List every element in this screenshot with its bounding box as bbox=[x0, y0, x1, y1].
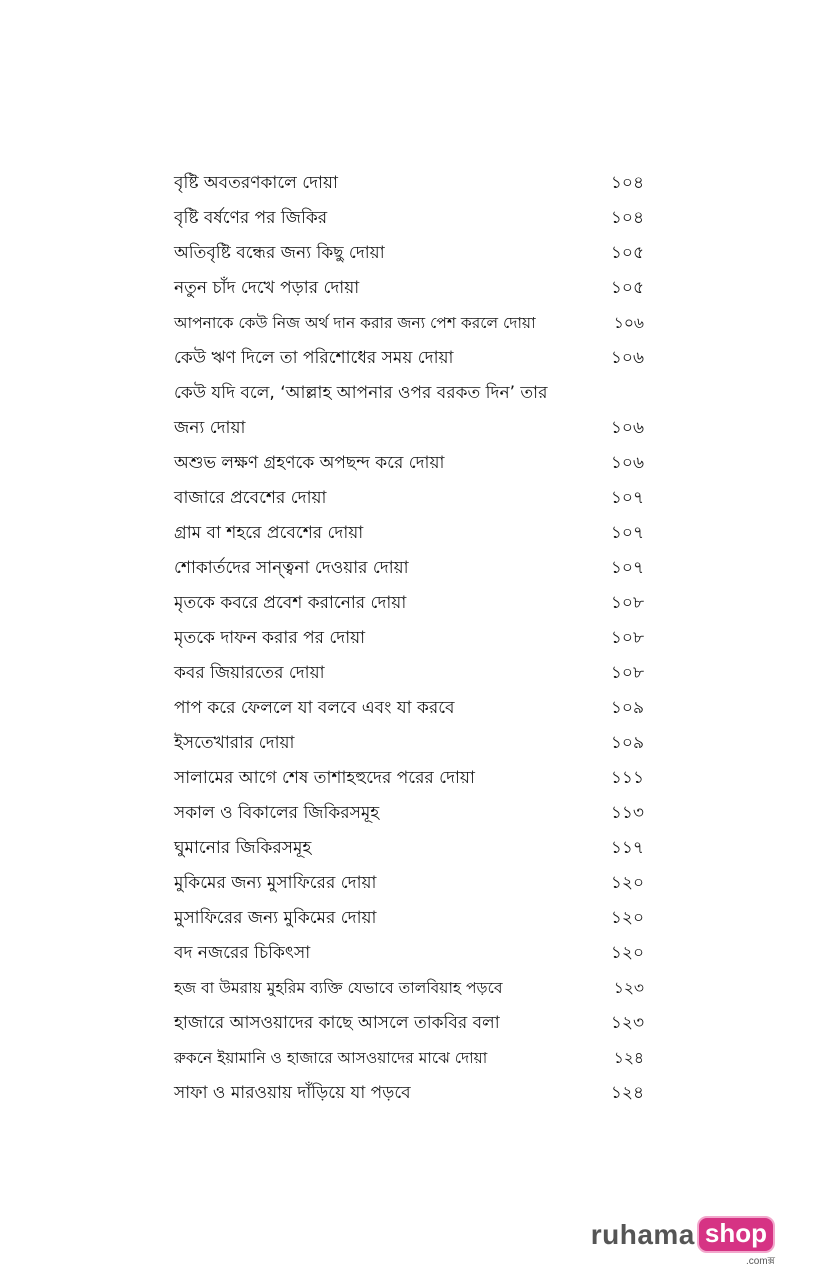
toc-entry-title: মুকিমের জন্য মুসাফিরের দোয়া bbox=[174, 873, 377, 893]
toc-entry-page: ১২০ bbox=[610, 943, 644, 963]
toc-entry bbox=[174, 516, 644, 551]
toc-entry bbox=[174, 236, 644, 271]
toc-entry bbox=[174, 1006, 644, 1041]
toc-entry bbox=[174, 691, 644, 726]
toc-entry-page: ১২৪ bbox=[610, 1083, 644, 1103]
toc-entry bbox=[174, 761, 644, 796]
toc-entry bbox=[174, 586, 644, 621]
toc-entry-title: সাফা ও মারওয়ায় দাঁড়িয়ে যা পড়বে bbox=[174, 1083, 411, 1103]
toc-entry-page: ১০৪ bbox=[610, 173, 644, 193]
toc-entry-title: বদ নজরের চিকিৎসা bbox=[174, 943, 311, 963]
toc-entry-title: ঘুমানোর জিকিরসমূহ bbox=[174, 838, 312, 858]
logo-com-text: .comক্স bbox=[745, 1256, 775, 1267]
toc-entry-title: মৃতকে দাফন করার পর দোয়া bbox=[174, 628, 366, 648]
toc-entry-title: মৃতকে কবরে প্রবেশ করানোর দোয়া bbox=[174, 593, 407, 613]
toc-entry-page: ১০৫ bbox=[610, 278, 644, 298]
toc-entry-title: হাজারে আসওয়াদের কাছে আসলে তাকবির বলা bbox=[174, 1013, 500, 1033]
toc-entry-page: ১১৩ bbox=[610, 803, 644, 823]
toc-entry-page: ১০৪ bbox=[610, 208, 644, 228]
toc-entry-page: ১২৩ bbox=[613, 979, 644, 997]
toc-entry-page: ১১১ bbox=[610, 768, 644, 788]
toc-entry bbox=[174, 831, 644, 866]
toc-entry-page: ১০৬ bbox=[613, 314, 644, 332]
toc-entry bbox=[174, 166, 644, 201]
toc-entry-title: শোকার্তদের সান্ত্বনা দেওয়ার দোয়া bbox=[174, 558, 409, 578]
toc-entry-page: ১২৩ bbox=[610, 1013, 644, 1033]
toc-entry-page: ১২৪ bbox=[613, 1049, 644, 1067]
toc-entry-title: আপনাকে কেউ নিজ অর্থ দান করার জন্য পেশ করলে দোয়া bbox=[174, 314, 536, 332]
toc-entry-page: ১১৭ bbox=[610, 838, 644, 858]
toc-entry-title: অতিবৃষ্টি বন্ধের জন্য কিছু দোয়া bbox=[174, 243, 385, 263]
toc-entry-page: ১২০ bbox=[610, 908, 644, 928]
toc-entry bbox=[174, 866, 644, 901]
toc-entry-title: সালামের আগে শেষ তাশাহহুদের পরের দোয়া bbox=[174, 768, 475, 788]
toc-entry-title: হজ বা উমরায় মুহরিম ব্যক্তি যেভাবে তালবিয়াহ পড়বে bbox=[174, 979, 503, 997]
toc-entry-title: বৃষ্টি বর্ষণের পর জিকির bbox=[174, 208, 328, 228]
toc-entry-title: কেউ যদি বলে, ‘আল্লাহ আপনার ওপর বরকত দিন’ তার জন্য দোয়া bbox=[174, 383, 548, 438]
toc-entry-title: ইসতেখারার দোয়া bbox=[174, 733, 295, 753]
toc-entry-title: বৃষ্টি অবতরণকালে দোয়া bbox=[174, 173, 338, 193]
toc-entry-page: ১২০ bbox=[610, 873, 644, 893]
toc-entry-title: কবর জিয়ারতের দোয়া bbox=[174, 663, 325, 683]
toc-entry-page: ১০৮ bbox=[610, 593, 644, 613]
toc-entry bbox=[174, 726, 644, 761]
toc-entry-page: ১০৯ bbox=[610, 698, 644, 718]
toc-entry-page: ১০৭ bbox=[610, 523, 644, 543]
toc-entry-title: বাজারে প্রবেশের দোয়া bbox=[174, 488, 327, 508]
toc-entry-page: ১০৮ bbox=[610, 628, 644, 648]
toc-entry bbox=[174, 376, 644, 446]
logo-shop-text: shop bbox=[697, 1216, 775, 1253]
toc-entry bbox=[174, 341, 644, 376]
toc-entry-page: ১০৫ bbox=[610, 243, 644, 263]
logo-shop-badge bbox=[697, 1216, 775, 1267]
toc-entry bbox=[174, 551, 644, 586]
ruhamashop-logo bbox=[590, 1216, 775, 1267]
toc-entry bbox=[174, 621, 644, 656]
toc-entry bbox=[174, 446, 644, 481]
toc-entry-title: সকাল ও বিকালের জিকিরসমূহ bbox=[174, 803, 380, 823]
toc-entry-title: রুকনে ইয়ামানি ও হাজারে আসওয়াদের মাঝে দোয়া bbox=[174, 1049, 488, 1067]
toc-entry-title: গ্রাম বা শহরে প্রবেশের দোয়া bbox=[174, 523, 364, 543]
toc-entry bbox=[174, 1041, 644, 1076]
toc-entry bbox=[174, 201, 644, 236]
toc-entry bbox=[174, 306, 644, 341]
toc-entry-title: কেউ ঋণ দিলে তা পরিশোধের সময় দোয়া bbox=[174, 348, 454, 368]
toc-entry bbox=[174, 971, 644, 1006]
toc-entry bbox=[174, 481, 644, 516]
toc-entry-page: ১০৮ bbox=[610, 663, 644, 683]
toc-entry bbox=[174, 1076, 644, 1111]
table-of-contents bbox=[174, 166, 644, 1111]
logo-ruhama-text: ruhama bbox=[590, 1218, 695, 1250]
toc-entry-page: ১০৬ bbox=[610, 418, 644, 438]
toc-entry bbox=[174, 936, 644, 971]
toc-entry-page: ১০৬ bbox=[610, 453, 644, 473]
toc-entry-page: ১০৭ bbox=[610, 558, 644, 578]
toc-entry-title: অশুভ লক্ষণ গ্রহণকে অপছন্দ করে দোয়া bbox=[174, 453, 445, 473]
toc-entry-title: মুসাফিরের জন্য মুকিমের দোয়া bbox=[174, 908, 377, 928]
toc-entry bbox=[174, 656, 644, 691]
toc-entry-title: নতুন চাঁদ দেখে পড়ার দোয়া bbox=[174, 278, 360, 298]
toc-entry-page: ১০৭ bbox=[610, 488, 644, 508]
toc-entry-title: পাপ করে ফেললে যা বলবে এবং যা করবে bbox=[174, 698, 455, 718]
toc-entry-page: ১০৯ bbox=[610, 733, 644, 753]
toc-entry bbox=[174, 796, 644, 831]
toc-entry-page: ১০৬ bbox=[610, 348, 644, 368]
toc-entry bbox=[174, 271, 644, 306]
toc-entry bbox=[174, 901, 644, 936]
